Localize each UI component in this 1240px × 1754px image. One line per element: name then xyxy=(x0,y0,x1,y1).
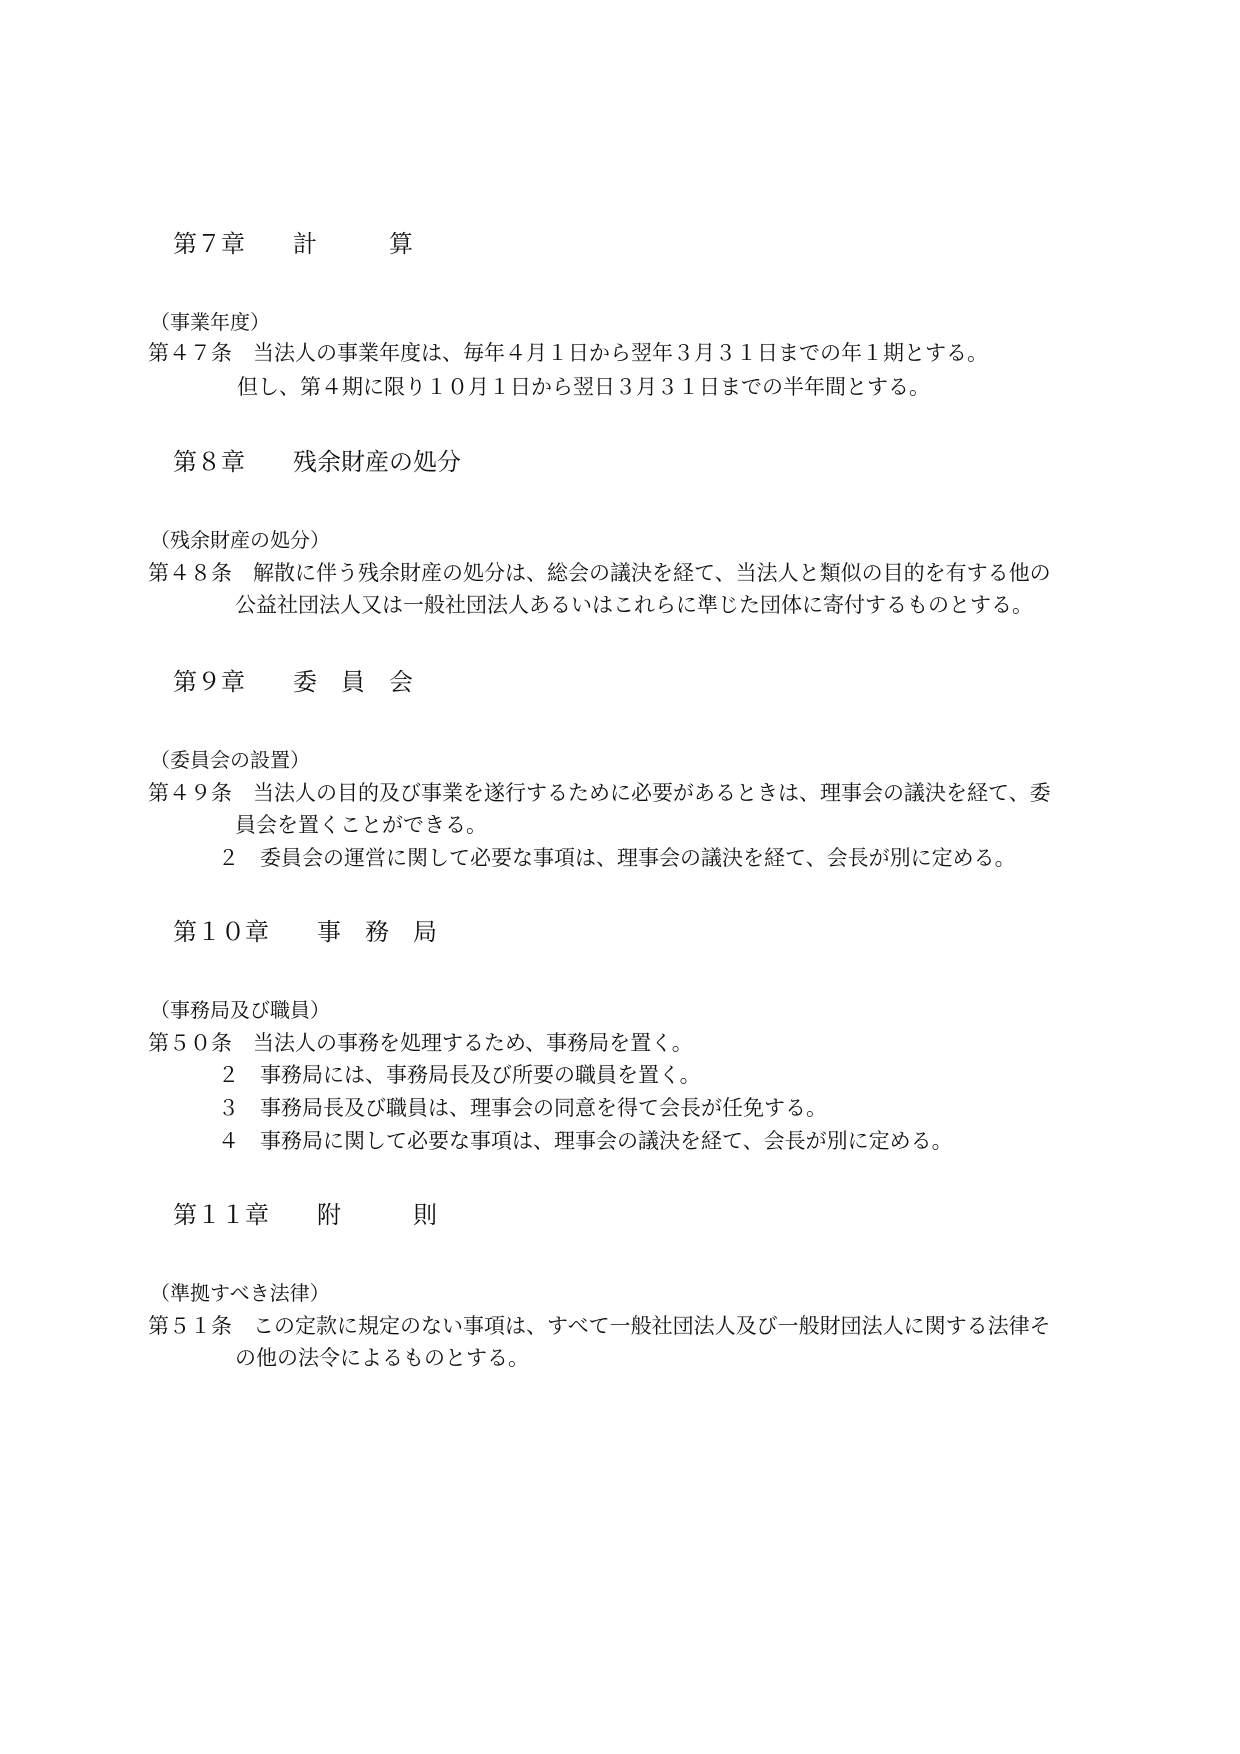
chapter-8-heading: 第８章 残余財産の処分 xyxy=(173,448,461,476)
article-47-continuation: 但し、第４期に限り１０月１日から翌日３月３１日までの半年間とする。 xyxy=(237,375,930,399)
article-49-caption: （委員会の設置） xyxy=(150,748,310,772)
article-50-paragraph-3: ３ 事務局長及び職員は、理事会の同意を得て会長が任免する。 xyxy=(218,1096,827,1120)
article-48-caption: （残余財産の処分） xyxy=(150,528,330,552)
article-50-paragraph-2: ２ 事務局には、事務局長及び所要の職員を置く。 xyxy=(218,1063,701,1087)
article-50-paragraph-4: ４ 事務局に関して必要な事項は、理事会の議決を経て、会長が別に定める。 xyxy=(218,1129,953,1153)
article-50-caption: （事務局及び職員） xyxy=(150,998,330,1022)
article-49-continuation: 員会を置くことができる。 xyxy=(235,813,487,837)
article-49-text: 第４９条 当法人の目的及び事業を遂行するために必要があるときは、理事会の議決を経て、委 xyxy=(148,781,1051,805)
article-48-text: 第４８条 解散に伴う残余財産の処分は、総会の議決を経て、当法人と類似の目的を有する他の xyxy=(148,561,1051,585)
chapter-9-heading: 第９章 委 員 会 xyxy=(173,668,413,696)
article-51-text: 第５１条 この定款に規定のない事項は、すべて一般社団法人及び一般財団法人に関する法律そ xyxy=(148,1314,1051,1338)
article-48-continuation: 公益社団法人又は一般社団法人あるいはこれらに準じた団体に寄付するものとする。 xyxy=(235,593,1033,617)
article-50-text: 第５０条 当法人の事務を処理するため、事務局を置く。 xyxy=(148,1031,693,1055)
chapter-11-heading: 第１１章 附 則 xyxy=(173,1201,437,1229)
article-47-text: 第４７条 当法人の事業年度は、毎年４月１日から翌年３月３１日までの年１期とする。 xyxy=(148,341,988,365)
article-47-caption: （事業年度） xyxy=(150,310,270,334)
chapter-10-heading: 第１０章 事 務 局 xyxy=(173,918,437,946)
article-51-continuation: の他の法令によるものとする。 xyxy=(235,1346,529,1370)
article-49-paragraph-2: ２ 委員会の運営に関して必要な事項は、理事会の議決を経て、会長が別に定める。 xyxy=(218,846,1016,870)
chapter-7-heading: 第７章 計 算 xyxy=(173,230,413,258)
article-51-caption: （準拠すべき法律） xyxy=(150,1281,330,1305)
